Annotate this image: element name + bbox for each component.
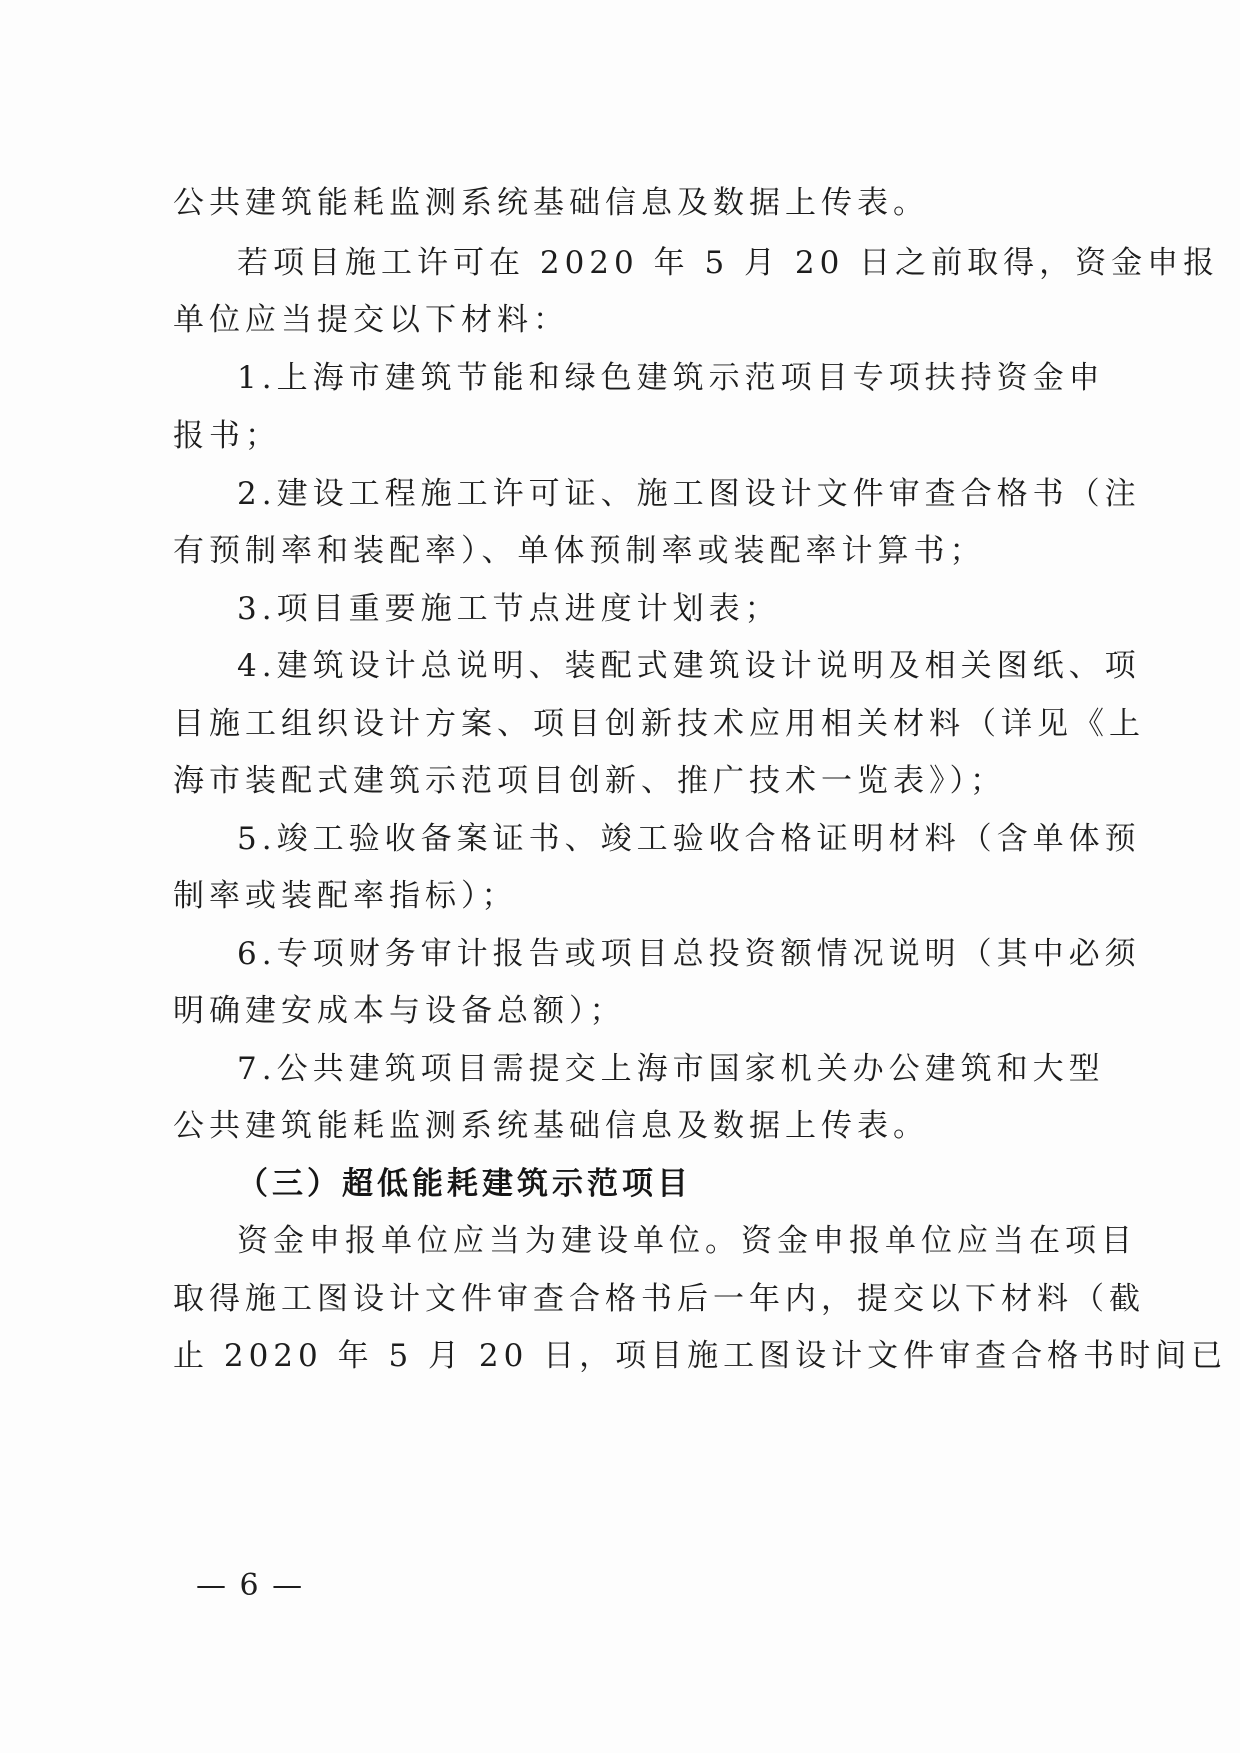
text-line-14: 6.专项财务审计报告或项目总投资额情况说明（其中必须 bbox=[237, 936, 1141, 972]
text-line-19: 资金申报单位应当为建设单位。资金申报单位应当在项目 bbox=[237, 1223, 1137, 1259]
text-line-13: 制率或装配率指标）； bbox=[173, 878, 518, 914]
text-line-6: 2.建设工程施工许可证、施工图设计文件审查合格书（注 bbox=[237, 476, 1141, 512]
text-line-12: 5.竣工验收备案证书、竣工验收合格证明材料（含单体预 bbox=[237, 821, 1141, 857]
text-line-9: 4.建筑设计总说明、装配式建筑设计说明及相关图纸、项 bbox=[237, 648, 1141, 684]
text-line-21: 止 2020 年 5 月 20 日，项目施工图设计文件审查合格书时间已 bbox=[173, 1338, 1228, 1374]
text-line-16: 7.公共建筑项目需提交上海市国家机关办公建筑和大型 bbox=[237, 1051, 1105, 1087]
text-line-4: 1.上海市建筑节能和绿色建筑示范项目专项扶持资金申 bbox=[237, 360, 1105, 396]
text-line-10: 目施工组织设计方案、项目创新技术应用相关材料（详见《上 bbox=[173, 706, 1145, 742]
text-line-2: 若项目施工许可在 2020 年 5 月 20 日之前取得，资金申报 bbox=[237, 245, 1220, 281]
text-line-15: 明确建安成本与设备总额）； bbox=[173, 993, 626, 1029]
page-number: — 6 — bbox=[196, 1568, 305, 1603]
text-line-1: 公共建筑能耗监测系统基础信息及数据上传表。 bbox=[173, 185, 929, 221]
text-line-8: 3.项目重要施工节点进度计划表； bbox=[237, 591, 781, 627]
text-line-17: 公共建筑能耗监测系统基础信息及数据上传表。 bbox=[173, 1108, 929, 1144]
text-line-5: 报书； bbox=[173, 418, 281, 454]
text-line-7: 有预制率和装配率）、单体预制率或装配率计算书； bbox=[173, 533, 986, 569]
text-line-11: 海市装配式建筑示范项目创新、推广技术一览表》）； bbox=[173, 763, 1006, 799]
text-line-3: 单位应当提交以下材料： bbox=[173, 302, 569, 338]
section-heading: （三）超低能耗建筑示范项目 bbox=[237, 1166, 692, 1202]
text-line-20: 取得施工图设计文件审查合格书后一年内，提交以下材料（截 bbox=[173, 1281, 1145, 1317]
